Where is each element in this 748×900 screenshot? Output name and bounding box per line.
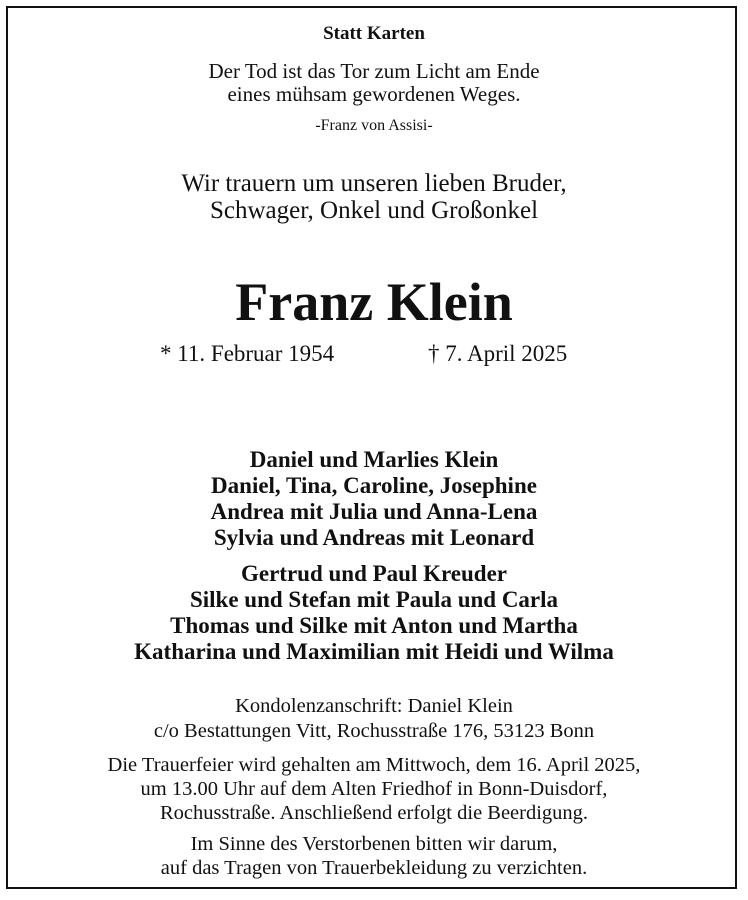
birth-date: * 11. Februar 1954 <box>160 341 335 366</box>
request-line-1: Im Sinne des Verstorbenen bitten wir darum, <box>190 833 558 855</box>
family-line: Sylvia und Andreas mit Leonard <box>213 525 535 550</box>
family-line: Gertrud und Paul Kreuder <box>240 561 507 586</box>
intro-line-1: Wir trauern um unseren lieben Bruder, <box>181 170 567 197</box>
funeral-info-line-2: um 13.00 Uhr auf dem Alten Friedhof in Bonn-Duisdorf, <box>140 778 608 800</box>
family-line: Katharina und Maximilian mit Heidi und Wilma <box>134 639 614 664</box>
motto-attribution: -Franz von Assisi- <box>315 117 433 134</box>
funeral-info-line-3: Rochusstraße. Anschließend erfolgt die Beerdigung. <box>159 802 589 824</box>
family-line: Andrea mit Julia und Anna-Lena <box>210 499 538 524</box>
condolence-address-line-2: c/o Bestattungen Vitt, Rochusstraße 176, 53123 Bonn <box>153 720 595 742</box>
family-line: Daniel, Tina, Caroline, Josephine <box>211 473 537 498</box>
family-line: Silke und Stefan mit Paula und Carla <box>189 587 559 612</box>
header-statt-karten: Statt Karten <box>323 23 425 44</box>
family-line: Daniel und Marlies Klein <box>249 447 499 472</box>
funeral-info-line-1: Die Trauerfeier wird gehalten am Mittwoch, dem 16. April 2025, <box>107 754 641 776</box>
death-date: † 7. April 2025 <box>428 341 568 366</box>
motto-line-2: eines mühsam gewordenen Weges. <box>227 82 521 106</box>
family-line: Thomas und Silke mit Anton und Martha <box>170 613 578 638</box>
motto-line-1: Der Tod ist das Tor zum Licht am Ende <box>208 59 540 83</box>
condolence-address-line-1: Kondolenzanschrift: Daniel Klein <box>235 695 513 717</box>
deceased-name: Franz Klein <box>235 272 513 332</box>
intro-line-2: Schwager, Onkel und Großonkel <box>209 197 539 224</box>
request-line-2: auf das Tragen von Trauerbekleidung zu verzichten. <box>160 857 588 879</box>
